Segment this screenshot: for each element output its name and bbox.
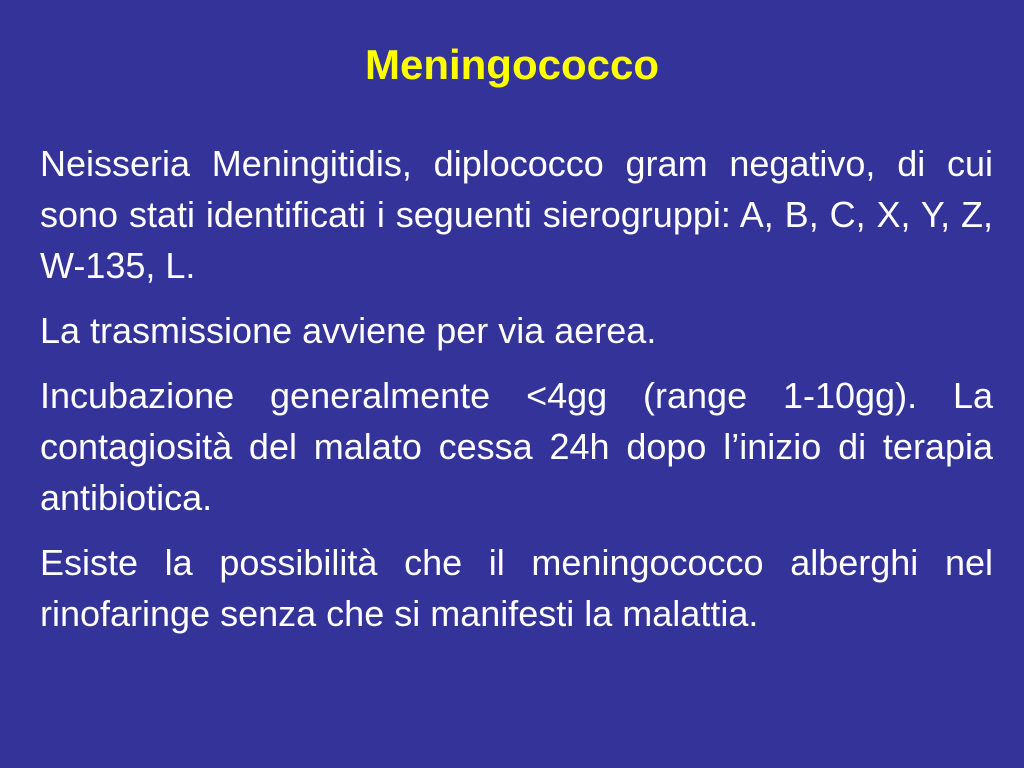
paragraph-incubation: Incubazione generalmente <4gg (range 1-10gg). La contagiosità del malato cessa 24h dopo l’inizio di terapia antibiotica. [40, 375, 993, 518]
slide-body [40, 138, 993, 639]
slide-title: Meningococco [364, 41, 660, 88]
paragraph-pathogen: Neisseria Meningitidis, diplococco gram negativo, di cui sono stati identificati i seguenti sierogruppi: A, B, C, X, Y, Z, W-135, L. [40, 143, 993, 286]
paragraph-carriage: Esiste la possibilità che il meningococco alberghi nel rinofaringe senza che si manifesti la malattia. [40, 542, 993, 634]
paragraph-transmission: La trasmissione avviene per via aerea. [40, 310, 657, 351]
